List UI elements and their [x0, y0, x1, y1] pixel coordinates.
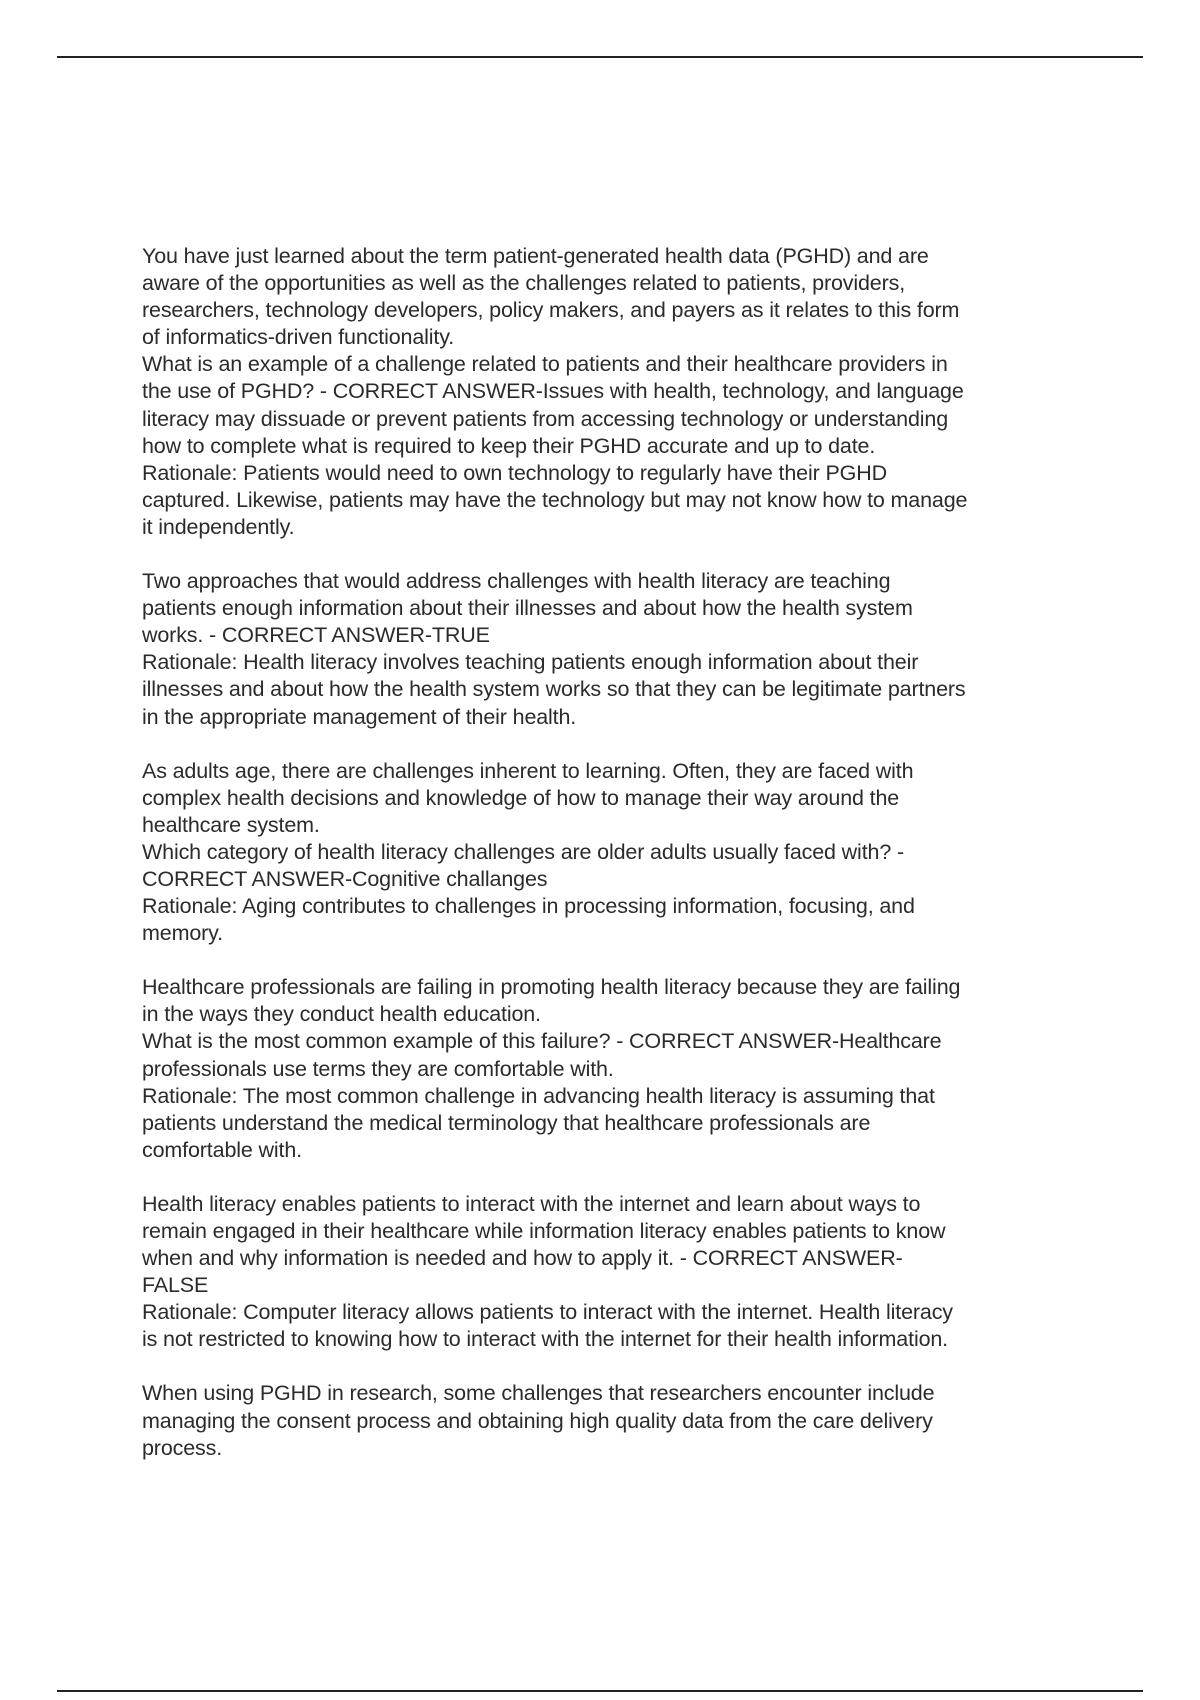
document-body	[142, 243, 1082, 1489]
rationale: Rationale: Computer literacy allows patients to interact with the internet. Health literacy is not restricted to knowing how to interact with the internet for their health information.	[142, 1300, 953, 1352]
rationale: Rationale: Health literacy involves teaching patients enough information about their illnesses and about how the health system works so that they can be legitimate partners in the appropriate management of their health.	[142, 650, 966, 729]
rationale: Rationale: The most common challenge in advancing health literacy is assuming that patients understand the medical terminology that healthcare professionals are comfortable with.	[142, 1083, 935, 1162]
question-answer: What is the most common example of this failure? - CORRECT ANSWER-Healthcare professionals use terms they are comfortable with.	[142, 1029, 942, 1081]
question-answer: Health literacy enables patients to interact with the internet and learn about ways to remain engaged in their healthcare while information literacy enables patients to know when and why information is needed and how to apply it. - CORRECT ANSWER- FALSE	[142, 1191, 946, 1298]
qa-block-health-literacy-approaches	[142, 568, 1082, 731]
question-context: Healthcare professionals are failing in promoting health literacy because they are failing in the ways they conduct health education.	[142, 975, 961, 1027]
question-context: You have just learned about the term patient-generated health data (PGHD) and are aware of the opportunities as well as the challenges related to patients, providers, researchers, technology developers, policy makers, and payers as it relates to this form of informatics-driven functionality.	[142, 244, 960, 350]
qa-block-pghd-challenge	[142, 243, 1082, 541]
bottom-divider	[57, 1690, 1143, 1692]
rationale: Rationale: Aging contributes to challenges in processing information, focusing, and memory.	[142, 894, 915, 946]
top-divider	[57, 56, 1143, 58]
qa-block-literacy-types	[142, 1191, 1082, 1354]
question-answer: Two approaches that would address challenges with health literacy are teaching patients enough information about their illnesses and about how the health system works. - CORRECT ANSWER-TRUE	[142, 569, 913, 648]
qa-block-pghd-research	[142, 1380, 1082, 1461]
question-answer: What is an example of a challenge related to patients and their healthcare providers in the use of PGHD? - CORRECT ANSWER-Issues with health, technology, and language literacy may dissuade or prevent patients from accessing technology or understanding how to complete what is required to keep their PGHD accurate and up to date.	[142, 352, 964, 458]
question-context: As adults age, there are challenges inherent to learning. Often, they are faced with complex health decisions and knowledge of how to manage their way around the healthcare system.	[142, 758, 914, 837]
question-context: When using PGHD in research, some challenges that researchers encounter include managing the consent process and obtaining high quality data from the care delivery process.	[142, 1381, 935, 1460]
question-answer: Which category of health literacy challenges are older adults usually faced with? - CORRECT ANSWER-Cognitive challanges	[142, 839, 904, 891]
qa-block-professional-failure	[142, 974, 1082, 1164]
rationale: Rationale: Patients would need to own technology to regularly have their PGHD captured. Likewise, patients may have the technology but may not know how to manage it independently.	[142, 460, 968, 539]
qa-block-older-adults	[142, 758, 1082, 948]
